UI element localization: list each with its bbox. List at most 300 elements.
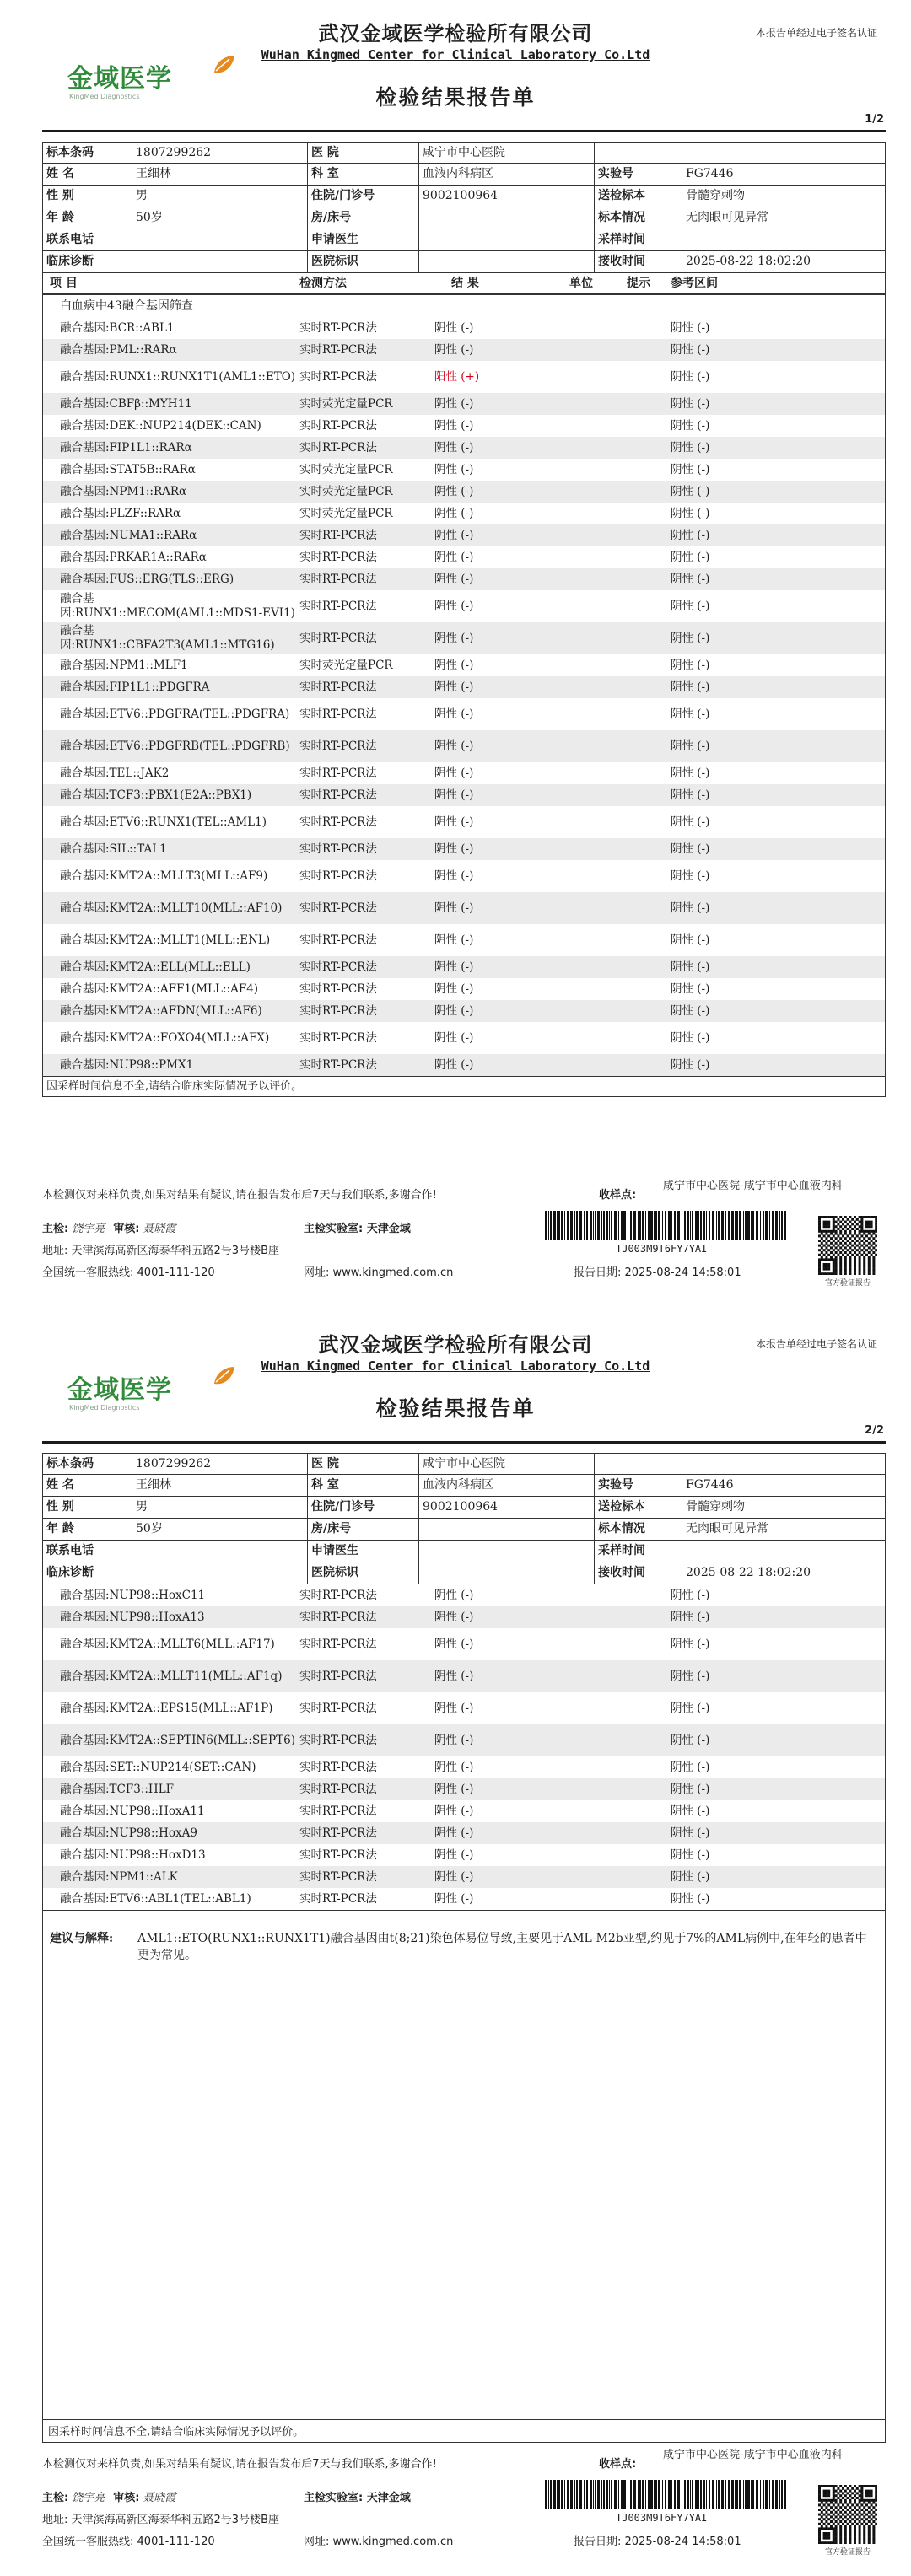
qr-module — [830, 2506, 833, 2509]
blank-cell — [682, 143, 885, 163]
qr-module — [868, 1223, 871, 1225]
qr-module — [849, 2506, 851, 2509]
qr-module — [825, 2541, 827, 2544]
qr-module — [868, 2532, 871, 2535]
cell-item: 融合基因:ETV6::PDGFRA(TEL::PDGFRA) — [60, 707, 290, 721]
barcode-bar — [700, 1211, 702, 1240]
logo-subtext: KingMed Diagnostics — [69, 93, 140, 100]
cell-method: 实时荧光定量PCR — [299, 396, 393, 411]
qr-module — [835, 2485, 838, 2487]
cell-ref: 阴性 (-) — [671, 1782, 710, 1796]
qr-module — [833, 2485, 835, 2487]
qr-module — [872, 1266, 875, 1268]
cell-ref: 阴性 (-) — [671, 981, 710, 996]
qr-module — [860, 1225, 863, 1228]
qr-module — [839, 2539, 842, 2541]
qr-module — [847, 1240, 849, 1242]
cell-ref: 阴性 (-) — [671, 550, 710, 564]
table-row — [43, 698, 885, 730]
qr-module — [856, 1234, 859, 1237]
cell-result: 阴性 (-) — [434, 1701, 474, 1715]
qr-module — [849, 1258, 851, 1261]
barcode-bar — [662, 2480, 663, 2509]
qr-module — [827, 2541, 830, 2544]
qr-module — [833, 2523, 835, 2525]
qr-module — [875, 1254, 877, 1256]
barcode-bar — [677, 1211, 680, 1240]
barcode-bar — [779, 1211, 780, 1240]
qr-module — [860, 2487, 863, 2490]
qr-module — [860, 1249, 863, 1251]
qr-module — [835, 1272, 838, 1275]
cell-item: 融合基因:CBFβ::MYH11 — [60, 396, 192, 411]
barcode-bar — [618, 2480, 619, 2509]
qr-module — [863, 2485, 865, 2487]
table-row — [43, 1000, 885, 1022]
report-date: 报告日期: 2025-08-24 14:58:01 — [574, 1266, 741, 1279]
cell-ref: 阴性 (-) — [671, 1610, 710, 1624]
qr-module — [868, 2539, 871, 2541]
qr-module — [825, 1242, 827, 1245]
table-row — [43, 1022, 885, 1054]
qr-module — [830, 2525, 833, 2528]
cell-method: 实时RT-PCR法 — [299, 960, 377, 974]
qr-module — [872, 1242, 875, 1245]
label-specimen-status: 标本情况 — [595, 1519, 682, 1540]
barcode-bar — [639, 2480, 641, 2509]
cell-ref: 阴性 (-) — [671, 369, 710, 384]
cell-result: 阴性 (-) — [434, 901, 474, 915]
qr-module — [823, 1263, 826, 1266]
label-exp-no: 实验号 — [595, 1475, 682, 1496]
cell-method: 实时RT-PCR法 — [299, 766, 377, 780]
qr-module — [823, 2509, 826, 2511]
qr-module — [856, 1254, 859, 1256]
barcode-icon — [545, 2480, 788, 2509]
qr-module — [847, 2518, 849, 2520]
qr-module — [827, 2503, 830, 2506]
cell-result: 阴性 (-) — [434, 766, 474, 780]
qr-module — [835, 1266, 838, 1268]
qr-module — [859, 1246, 861, 1249]
qr-module — [827, 1266, 830, 1268]
qr-module — [842, 2514, 844, 2516]
qr-module — [859, 1256, 861, 1259]
cell-ref: 阴性 (-) — [671, 1891, 710, 1906]
qr-module — [854, 1270, 856, 1272]
qr-module — [823, 1245, 826, 1247]
barcode-bar — [763, 1211, 764, 1240]
qr-module — [825, 2515, 827, 2518]
header-rule — [42, 1441, 886, 1444]
company-name-en: WuHan Kingmed Center for Clinical Laboratory Co.Ltd — [261, 1358, 650, 1374]
qr-module — [833, 1228, 835, 1230]
barcode-bar — [671, 1211, 672, 1240]
value-specimen-status: 无肉眼可见异常 — [686, 1522, 768, 1535]
qr-module — [865, 2523, 868, 2525]
qr-module — [818, 1234, 821, 1237]
qr-module — [859, 1221, 861, 1223]
qr-module — [863, 1272, 865, 1275]
qr-module — [847, 2503, 849, 2506]
barcode-bar — [611, 1211, 612, 1240]
qr-module — [849, 1268, 851, 1271]
qr-module — [871, 1225, 873, 1228]
qr-module — [825, 1246, 827, 1249]
barcode-bar — [550, 2480, 552, 2509]
qr-module — [825, 1258, 827, 1261]
qr-module — [827, 2485, 830, 2487]
qr-module — [849, 2490, 851, 2493]
label-req-doctor: 申请医生 — [308, 229, 419, 250]
qr-module — [844, 2494, 847, 2497]
label-diagnosis: 临床诊断 — [43, 1562, 132, 1584]
barcode-bar — [775, 2480, 778, 2509]
value-name: 王细林 — [132, 164, 308, 185]
advice-box — [42, 1584, 886, 2443]
qr-module — [859, 1263, 861, 1266]
barcode-bar — [597, 2480, 600, 2509]
qr-module — [835, 2535, 838, 2537]
barcode-bar — [606, 2480, 608, 2509]
section-title: 白血病中43融合基因筛查 — [60, 299, 193, 313]
patient-info-table — [42, 1453, 886, 1584]
report-page-2 — [0, 1311, 911, 2576]
value-collect-time — [682, 1541, 885, 1562]
qr-module — [868, 2506, 871, 2509]
qr-module — [856, 2492, 859, 2494]
barcode-bar — [601, 1211, 602, 1240]
qr-module — [849, 2494, 851, 2497]
qr-module — [865, 1240, 868, 1242]
cell-result: 阴性 (-) — [434, 981, 474, 996]
qr-module — [872, 2525, 875, 2528]
qr-module — [872, 2527, 875, 2530]
qr-module — [827, 1272, 830, 1275]
qr-module — [823, 2503, 826, 2506]
qr-module — [868, 2499, 871, 2502]
qr-module — [871, 2492, 873, 2494]
table-row — [43, 361, 885, 393]
barcode-bar — [601, 2480, 602, 2509]
qr-module — [871, 1249, 873, 1251]
qr-module — [823, 1216, 826, 1218]
qr-module — [868, 1246, 871, 1249]
qr-module — [859, 2537, 861, 2540]
cell-ref: 阴性 (-) — [671, 1003, 710, 1018]
qr-module — [837, 2492, 839, 2494]
qr-module — [871, 2503, 873, 2506]
qr-module — [839, 1242, 842, 1245]
qr-module — [868, 2502, 871, 2504]
qr-module — [849, 1266, 851, 1268]
qr-module — [844, 2506, 847, 2509]
qr-module — [823, 1249, 826, 1251]
table-row — [43, 415, 885, 437]
qr-module — [875, 1223, 877, 1225]
qr-module — [875, 2485, 877, 2487]
qr-module — [833, 1261, 835, 1263]
qr-module — [856, 2523, 859, 2525]
label-sex: 性 别 — [43, 1497, 132, 1518]
qr-module — [823, 1268, 826, 1271]
qr-module — [835, 2520, 838, 2523]
qr-module — [818, 2509, 821, 2511]
qr-module — [839, 1237, 842, 1240]
qr-module — [844, 2530, 847, 2532]
qr-module — [851, 1245, 854, 1247]
qr-module — [818, 1230, 821, 1233]
barcode-bar — [570, 2480, 573, 2509]
qr-module — [865, 2503, 868, 2506]
cell-item: 融合基因:NUMA1::RARα — [60, 528, 197, 542]
cell-item: 融合基因:ETV6::RUNX1(TEL::AML1) — [60, 815, 267, 829]
cell-ref: 阴性 (-) — [671, 528, 710, 542]
barcode-bar — [784, 2480, 786, 2509]
cell-method: 实时RT-PCR法 — [299, 869, 377, 883]
qr-module — [821, 1246, 823, 1249]
cell-ref: 阴性 (-) — [671, 1588, 710, 1602]
cell-item: 融合基因:FIP1L1::PDGFRA — [60, 680, 210, 694]
qr-module — [863, 1270, 865, 1272]
cell-result: 阴性 (-) — [434, 1588, 474, 1602]
barcode-bar — [574, 1211, 575, 1240]
qr-module — [818, 2514, 821, 2516]
qr-module — [818, 2499, 821, 2502]
qr-module — [875, 2494, 877, 2497]
qr-module — [875, 2497, 877, 2499]
receiver-value: 咸宁市中心医院-咸宁市中心血液内科 — [663, 1180, 843, 1192]
barcode-bar — [642, 1211, 644, 1240]
qr-module — [823, 1223, 826, 1225]
qr-module — [859, 1251, 861, 1254]
qr-module — [868, 2525, 871, 2528]
cell-item: 融合基因:NUP98::HoxA11 — [60, 1804, 205, 1818]
barcode-bar — [611, 2480, 612, 2509]
label-barcode: 标本条码 — [43, 143, 132, 163]
value-bed-no: 9002100964 — [419, 186, 595, 207]
qr-module — [818, 1249, 821, 1251]
barcode-bar — [781, 2480, 783, 2509]
qr-module — [830, 1237, 833, 1240]
qr-module — [835, 2499, 838, 2502]
qr-module — [844, 2537, 847, 2540]
qr-module — [863, 2502, 865, 2504]
qr-module — [837, 1223, 839, 1225]
qr-module — [844, 1272, 847, 1275]
label-sex: 性 别 — [43, 186, 132, 207]
qr-module — [839, 2527, 842, 2530]
barcode-bar — [665, 2480, 666, 2509]
reviewer-signature: 聂晓霞 — [143, 2492, 176, 2504]
qr-module — [854, 2527, 856, 2530]
value-dept: 血液内科病区 — [419, 164, 595, 185]
qr-module — [821, 1251, 823, 1254]
qr-module — [851, 2523, 854, 2525]
qr-module — [859, 1258, 861, 1261]
qr-module — [844, 1233, 847, 1235]
qr-module — [818, 1240, 821, 1242]
cell-method: 实时RT-PCR法 — [299, 739, 377, 753]
qr-module — [865, 1216, 868, 1218]
cell-method: 实时RT-PCR法 — [299, 572, 377, 586]
qr-module — [835, 1246, 838, 1249]
cell-ref: 阴性 (-) — [671, 1733, 710, 1747]
qr-module — [835, 1256, 838, 1259]
qr-module — [837, 1240, 839, 1242]
qr-module — [854, 1266, 856, 1268]
qr-module — [839, 2535, 842, 2537]
cell-method: 实时RT-PCR法 — [299, 1847, 377, 1862]
qr-module — [875, 2492, 877, 2494]
barcode-bar — [687, 1211, 689, 1240]
barcode-bar — [609, 2480, 610, 2509]
qr-module — [821, 2511, 823, 2514]
qr-module — [844, 1270, 847, 1272]
cell-ref: 阴性 (-) — [671, 842, 710, 856]
qr-module — [839, 1258, 842, 1261]
cell-result: 阴性 (-) — [434, 1003, 474, 1018]
barcode-bar — [648, 1211, 650, 1240]
qr-module — [854, 2499, 856, 2502]
qr-module — [871, 2499, 873, 2502]
qr-module — [818, 2527, 821, 2530]
barcode-bar — [621, 2480, 623, 2509]
qr-module — [851, 1240, 854, 1242]
cell-result: 阴性 (-) — [434, 933, 474, 947]
value-receive-time: 2025-08-22 18:02:20 — [686, 255, 811, 268]
qr-module — [860, 2518, 863, 2520]
qr-module — [863, 1233, 865, 1235]
qr-module — [854, 1272, 856, 1275]
cell-item: 融合基因:KMT2A::SEPTIN6(MLL::SEPT6) — [60, 1733, 295, 1747]
table-row — [43, 654, 885, 676]
value-name: 王细林 — [132, 1475, 308, 1496]
cell-item: 融合基因:PRKAR1A::RARα — [60, 550, 207, 564]
qr-module — [871, 2490, 873, 2493]
qr-module — [827, 1230, 830, 1233]
qr-module — [839, 2490, 842, 2493]
barcode-bar — [784, 1211, 786, 1240]
qr-module — [839, 1263, 842, 1266]
qr-module — [875, 2487, 877, 2490]
qr-module — [859, 2506, 861, 2509]
barcode-text: TJ003M9T6FY7YAI — [616, 2512, 708, 2524]
qr-module — [825, 1251, 827, 1254]
qr-module — [872, 2515, 875, 2518]
barcode-bar — [772, 2480, 774, 2509]
qr-module — [875, 1240, 877, 1242]
qr-module — [827, 1263, 830, 1266]
qr-module — [825, 2527, 827, 2530]
qr-module — [825, 1263, 827, 1266]
qr-module — [860, 2490, 863, 2493]
value-req-doctor — [419, 1541, 595, 1562]
qr-module — [833, 2497, 835, 2499]
qr-module — [865, 2499, 868, 2502]
qr-module — [865, 1221, 868, 1223]
qr-module — [825, 1268, 827, 1271]
qr-module — [835, 1225, 838, 1228]
cell-ref: 阴性 (-) — [671, 342, 710, 357]
value-mark — [419, 1562, 595, 1584]
label-dept: 科 室 — [308, 164, 419, 185]
cell-result: 阴性 (-) — [434, 658, 474, 672]
qr-module — [872, 2511, 875, 2514]
qr-module — [875, 1249, 877, 1251]
qr-module — [872, 1237, 875, 1240]
qr-module — [833, 2490, 835, 2493]
blank-cell — [595, 1454, 682, 1474]
qr-module — [833, 1225, 835, 1228]
qr-module — [851, 1234, 854, 1237]
col-unit: 单位 — [569, 277, 593, 290]
qr-module — [851, 2503, 854, 2506]
qr-module — [827, 1234, 830, 1237]
cell-result: 阴性 (-) — [434, 1891, 474, 1906]
barcode-bar — [574, 2480, 575, 2509]
qr-module — [823, 2490, 826, 2493]
label-receive-time: 接收时间 — [595, 251, 682, 272]
qr-module — [844, 1266, 847, 1268]
barcode-bar — [561, 1211, 563, 1240]
qr-module — [849, 2520, 851, 2523]
qr-module — [825, 1221, 827, 1223]
qr-module — [854, 1233, 856, 1235]
qr-code-icon — [818, 2485, 877, 2544]
qr-module — [872, 1246, 875, 1249]
qr-module — [839, 1270, 842, 1272]
barcode-bar — [709, 2480, 710, 2509]
barcode-bar — [745, 1211, 747, 1240]
cell-item: 融合基因:TEL::JAK2 — [60, 766, 170, 780]
cell-result: 阴性 (-) — [434, 484, 474, 498]
value-bed-no: 9002100964 — [419, 1497, 595, 1518]
cell-method: 实时荧光定量PCR — [299, 658, 393, 672]
value-room — [419, 207, 595, 229]
qr-module — [872, 1251, 875, 1254]
esign-note: 本报告单经过电子签名认证 — [755, 27, 877, 39]
qr-module — [851, 1254, 854, 1256]
qr-module — [847, 1245, 849, 1247]
qr-module — [860, 2503, 863, 2506]
barcode-bar — [703, 1211, 705, 1240]
table-row — [43, 1054, 885, 1076]
qr-module — [860, 2499, 863, 2502]
cell-item: 融合基因:NUP98::PMX1 — [60, 1057, 194, 1072]
table-row — [43, 481, 885, 503]
results-body — [43, 317, 885, 1076]
qr-module — [833, 2535, 835, 2537]
qr-module — [871, 1230, 873, 1233]
cell-ref: 阴性 (-) — [671, 766, 710, 780]
value-sex: 男 — [132, 186, 308, 207]
qr-module — [872, 1256, 875, 1259]
qr-module — [872, 1261, 875, 1263]
qr-module — [823, 2514, 826, 2516]
qr-module — [872, 1270, 875, 1272]
cell-ref: 阴性 (-) — [671, 1847, 710, 1862]
barcode-bar — [684, 1211, 686, 1240]
qr-module — [865, 1223, 868, 1225]
blank-cell — [595, 143, 682, 163]
qr-module — [849, 2532, 851, 2535]
qr-module — [849, 2499, 851, 2502]
qr-module — [818, 1228, 821, 1230]
qr-module — [825, 2511, 827, 2514]
cell-ref: 阴性 (-) — [671, 788, 710, 802]
qr-module — [839, 1233, 842, 1235]
